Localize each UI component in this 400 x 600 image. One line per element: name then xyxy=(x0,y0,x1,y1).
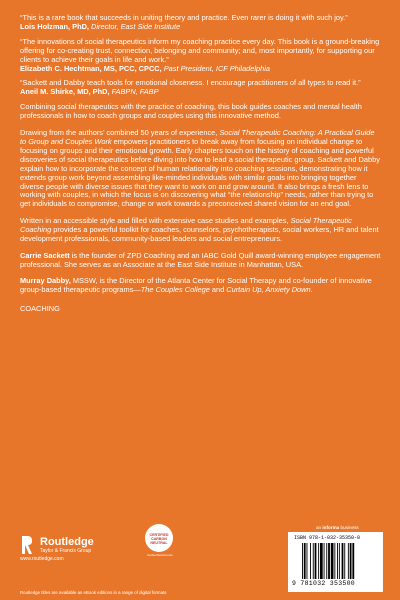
barcode-digits: 9 781032 353500 xyxy=(292,580,356,587)
author-bio-text: MSSW, is the Director of the Atlanta Center for Social Therapy and co-founder of innovative group-based therapeutic programs— xyxy=(20,275,372,294)
publisher-url: www.routledge.com xyxy=(20,556,64,562)
endorsement-quote xyxy=(20,79,382,97)
quote-author: Aneil M. Shirke, MD, PhD, xyxy=(20,87,110,97)
program-title: Curtain Up, Anxiety Down. xyxy=(226,284,313,294)
endorsement-quote xyxy=(20,38,382,74)
publisher-name: Routledge xyxy=(40,536,94,548)
author-bio xyxy=(20,252,382,270)
carbon-neutral-seal-icon xyxy=(145,524,173,552)
subject-category: COACHING xyxy=(20,303,60,313)
program-title: The Couples College xyxy=(140,284,210,294)
book-short-title: Social Therapeutic Coaching xyxy=(20,216,352,235)
routledge-logo-icon xyxy=(20,535,34,555)
quote-attribution xyxy=(20,23,382,32)
description-rest: empowers practitioners to break away from focusing on individual change to focusing on groups and their emotional growth. Early chapters touch on the history of coaching and powerful discoveries of social therapeutics before diving into how to lead a social therapeutic group. Sackett and Dabby explain how to incorporate the concept of human relationality into coaching sessions, demonstrating how it extends group work beyond assembling like-minded individuals with similar goals into bringing together diverse people with diverse issues that they want to work on and grow around. It also brings a fresh lens to working with couples, in which the focus is on discovering what “the relationship” needs, rather than trying to get individuals to compromise, change or work towards a preconceived shared vision for an end goal. xyxy=(20,136,380,209)
audience-lead: Written in an accessible style and filled with extensive case studies and examples, xyxy=(20,216,291,226)
quote-author: Lois Holzman, PhD, xyxy=(20,21,89,31)
author-name: Murray Dabby, xyxy=(20,275,71,285)
author-bio-text: is the founder of ZPD Coaching and an IABC Gold Quill award-winning employee engagement professional. She serves as an Associate at the East Side Institute in Manhattan, USA. xyxy=(20,250,381,269)
quote-author: Elizabeth C. Hechtman, MS, PCC, CPCC, xyxy=(20,63,162,73)
seal-text: CERTIFIED CARBON NEUTRAL xyxy=(149,533,169,545)
seal-url: CarbonNeutral.com xyxy=(146,553,173,557)
quote-author-role: Director, East Side Institute xyxy=(91,21,181,31)
description-lead: Drawing from the authors’ combined 50 years of experience, xyxy=(20,128,220,138)
quote-text: “The innovations of social therapeutics inform my coaching practice every day. This book is a ground-breaking offering for co-creating trust, connection, belonging and community; and, most importantly, for supporting our clients to achieve their goals in life and work.” xyxy=(20,36,380,64)
audience-rest: provides a powerful toolkit for coaches, counselors, psychotherapists, social workers, HR and talent development professionals, community-based leaders and social entrepreneurs. xyxy=(20,225,379,244)
quote-attribution xyxy=(20,88,382,97)
imprint-prefix: an xyxy=(316,525,323,530)
quote-author-role: FABPN, FABP xyxy=(111,87,159,97)
quote-text: “Sackett and Dabby teach tools for emotional closeness. I encourage practitioners of all types to read it.” xyxy=(20,78,361,88)
author-name: Carrie Sackett xyxy=(20,250,70,260)
cover-footer xyxy=(0,520,400,600)
intro-paragraph: Combining social therapeutics with the practice of coaching, this book guides coaches and mental health professionals in how to coach groups and couples using this innovative method. xyxy=(20,102,362,121)
isbn-barcode xyxy=(288,532,383,592)
informa-imprint xyxy=(316,525,359,530)
quote-author-role: Past President, ICF Philadelphia xyxy=(163,63,271,73)
author-bio xyxy=(20,277,382,295)
barcode-icon xyxy=(302,543,376,579)
description-paragraph xyxy=(20,129,382,209)
ebook-note: Routledge titles are available as eBook editions in a range of digital formats xyxy=(20,590,167,595)
quote-text: “This is a rare book that succeeds in uniting theory and practice. Even rarer is doing it with such joy.” xyxy=(20,13,348,22)
isbn-label: ISBN 978-1-032-35350-0 xyxy=(294,535,361,541)
book-title: Social Therapeutic Coaching: A Practical Guide to Group and Couples Work xyxy=(20,128,375,146)
blurb-column xyxy=(20,14,382,313)
endorsement-quote xyxy=(20,14,382,32)
quote-attribution xyxy=(20,65,382,74)
imprint-suffix: business xyxy=(339,525,359,530)
bio-connector: and xyxy=(209,284,227,294)
imprint-brand: informa xyxy=(322,525,340,530)
audience-paragraph xyxy=(20,217,382,244)
publisher-group: Taylor & Francis Group xyxy=(40,548,92,554)
